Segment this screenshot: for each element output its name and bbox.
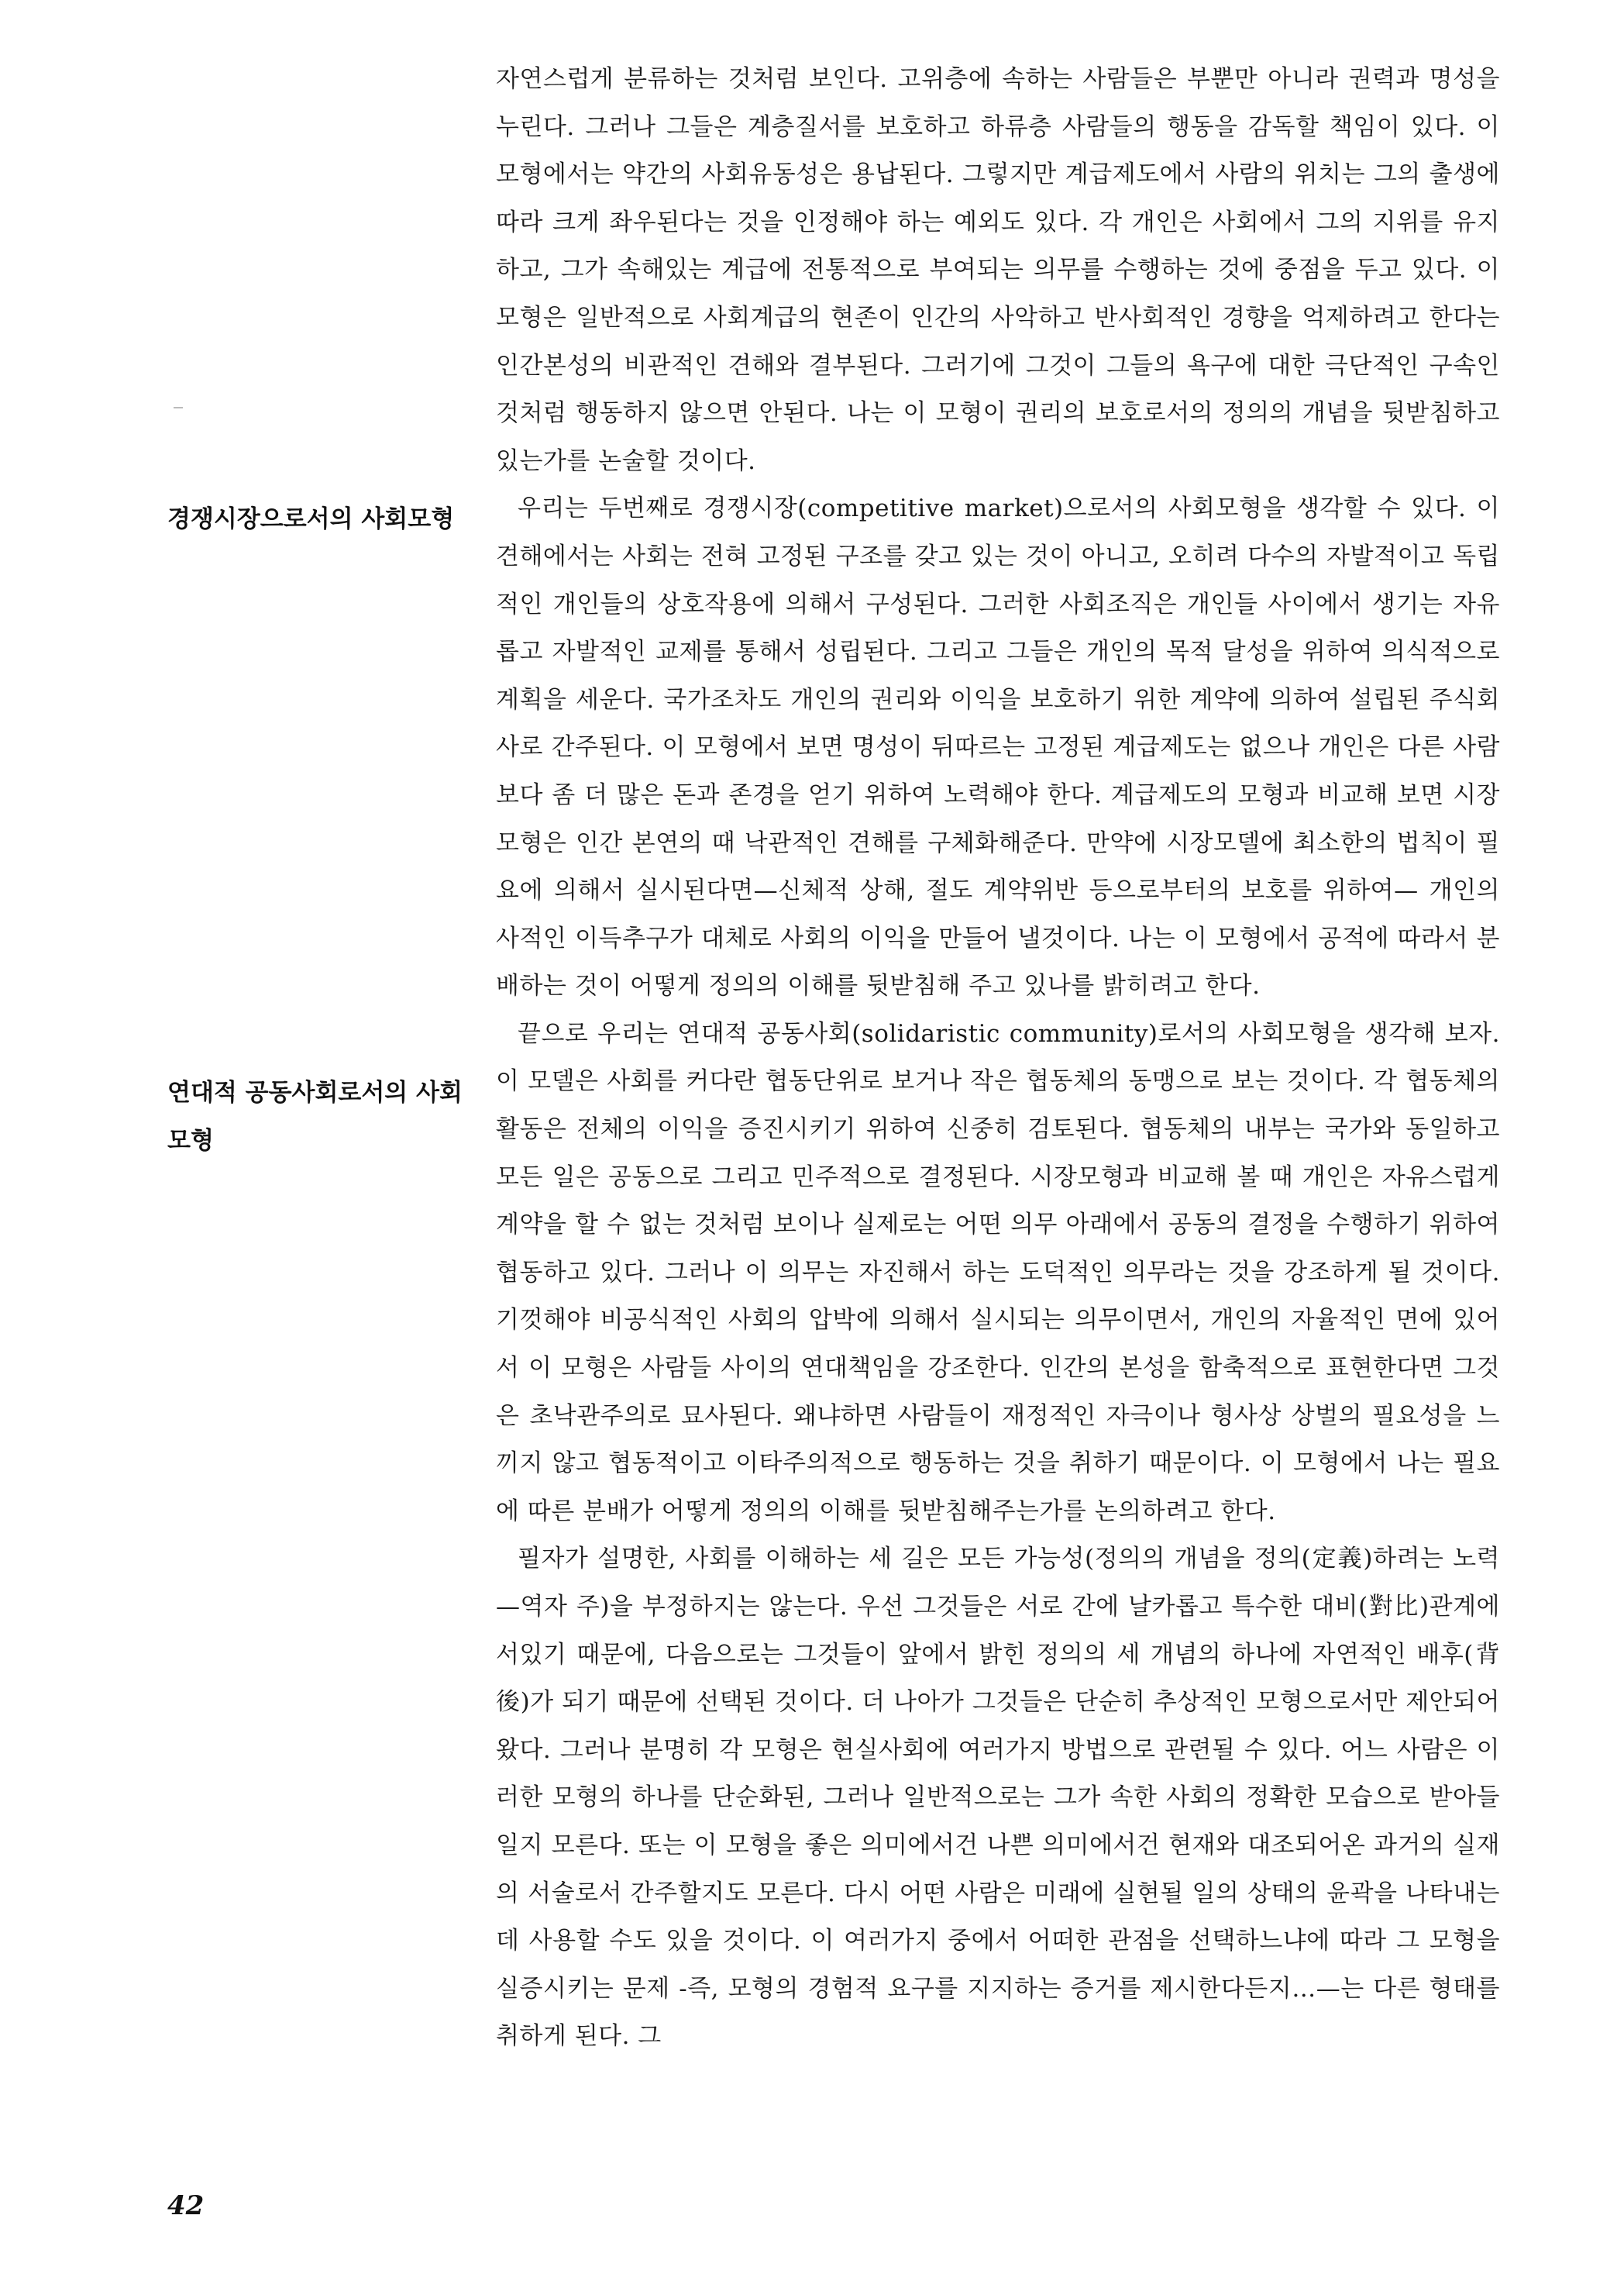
body-text-column bbox=[496, 56, 1500, 2061]
side-heading-competitive-market: 경쟁시장으로서의 사회모형 bbox=[167, 505, 455, 533]
paragraph-competitive-market: 우리는 두번째로 경쟁시장(competitive market)으로서의 사회모형을 생각할 수 있다. 이 견해에서는 사회는 전혀 고정된 구조를 갖고 있는 것이 아니고, 오히려 다수의 자발적이고 독립적인 개인들의 상호작용에 의해서 구성된다. 그러한 사회조직은 개인들 사이에서 생기는 자유롭고 자발적인 교제를 통해서 성립된다. 그리고 그들은 개인의 목적 달성을 위하여 의식적으로 계획을 세운다. 국가조차도 개인의 권리와 이익을 보호하기 위한 계약에 의하여 설립된 주식회사로 간주된다. 이 모형에서 보면 명성이 뒤따르는 고정된 계급제도는 없으나 개인은 다른 사람보다 좀 더 많은 돈과 존경을 얻기 위하여 노력해야 한다. 계급제도의 모형과 비교해 보면 시장모형은 인간 본연의 때 낙관적인 견해를 구체화해준다. 만약에 시장모델에 최소한의 법칙이 필요에 의해서 실시된다면—신체적 상해, 절도 계약위반 등으로부터의 보호를 위하여— 개인의 사적인 이득추구가 대체로 사회의 이익을 만들어 낼것이다. 나는 이 모형에서 공적에 따라서 분배하는 것이 어떻게 정의의 이해를 뒷받침해 주고 있나를 밝히려고 한다. bbox=[496, 494, 1500, 1001]
paragraph-hierarchy-continued: 자연스럽게 분류하는 것처럼 보인다. 고위층에 속하는 사람들은 부뿐만 아니라 권력과 명성을 누린다. 그러나 그들은 계층질서를 보호하고 하류층 사람들의 행동을 감독할 책임이 있다. 이 모형에서는 약간의 사회유동성은 용납된다. 그렇지만 계급제도에서 사람의 위치는 그의 출생에 따라 크게 좌우된다는 것을 인정해야 하는 예외도 있다. 각 개인은 사회에서 그의 지위를 유지하고, 그가 속해있는 계급에 전통적으로 부여되는 의무를 수행하는 것에 중점을 두고 있다. 이 모형은 일반적으로 사회계급의 현존이 인간의 사악하고 반사회적인 경향을 억제하려고 한다는 인간본성의 비관적인 견해와 결부된다. 그러기에 그것이 그들의 욕구에 대한 극단적인 구속인 것처럼 행동하지 않으면 안된다. 나는 이 모형이 권리의 보호로서의 정의의 개념을 뒷받침하고 있는가를 논술할 것이다. bbox=[496, 65, 1500, 475]
paragraph-three-models-discussion: 필자가 설명한, 사회를 이해하는 세 길은 모든 가능성(정의의 개념을 정의(定義)하려는 노력—역자 주)을 부정하지는 않는다. 우선 그것들은 서로 간에 날카롭고 특수한 대비(對比)관계에 서있기 때문에, 다음으로는 그것들이 앞에서 밝힌 정의의 세 개념의 하나에 자연적인 배후(背後)가 되기 때문에 선택된 것이다. 더 나아가 그것들은 단순히 추상적인 모형으로서만 제안되어 왔다. 그러나 분명히 각 모형은 현실사회에 여러가지 방법으로 관련될 수 있다. 어느 사람은 이러한 모형의 하나를 단순화된, 그러나 일반적으로는 그가 속한 사회의 정확한 모습으로 받아들일지 모른다. 또는 이 모형을 좋은 의미에서건 나쁜 의미에서건 현재와 대조되어온 과거의 실재의 서술로서 간주할지도 모른다. 다시 어떤 사람은 미래에 실현될 일의 상태의 윤곽을 나타내는 데 사용할 수도 있을 것이다. 이 여러가지 중에서 어떠한 관점을 선택하느냐에 따라 그 모형을 실증시키는 문제 -즉, 모형의 경험적 요구를 지지하는 증거를 제시한다든지…—는 다른 형태를 취하게 된다. 그 bbox=[496, 1545, 1500, 2051]
side-heading-solidaristic-community: 연대적 공동사회로서의 사회모형 bbox=[167, 1079, 463, 1155]
page-number: 42 bbox=[167, 2190, 205, 2221]
paragraph-solidaristic-community: 끝으로 우리는 연대적 공동사회(solidaristic community)로서의 사회모형을 생각해 보자. 이 모델은 사회를 커다란 협동단위로 보거나 작은 협동체의 동맹으로 보는 것이다. 각 협동체의 활동은 전체의 이익을 증진시키기 위하여 신중히 검토된다. 협동체의 내부는 국가와 동일하고 모든 일은 공동으로 그리고 민주적으로 결정된다. 시장모형과 비교해 볼 때 개인은 자유스럽게 계약을 할 수 없는 것처럼 보이나 실제로는 어떤 의무 아래에서 공동의 결정을 수행하기 위하여 협동하고 있다. 그러나 이 의무는 자진해서 하는 도덕적인 의무라는 것을 강조하게 될 것이다. 기껏해야 비공식적인 사회의 압박에 의해서 실시되는 의무이면서, 개인의 자율적인 면에 있어서 이 모형은 사람들 사이의 연대책임을 강조한다. 인간의 본성을 함축적으로 표현한다면 그것은 초낙관주의로 묘사된다. 왜냐하면 사람들이 재정적인 자극이나 형사상 상벌의 필요성을 느끼지 않고 협동적이고 이타주의적으로 행동하는 것을 취하기 때문이다. 이 모형에서 나는 필요에 따른 분배가 어떻게 정의의 이해를 뒷받침해주는가를 논의하려고 한다. bbox=[496, 1019, 1500, 1525]
margin-mark bbox=[174, 407, 183, 408]
